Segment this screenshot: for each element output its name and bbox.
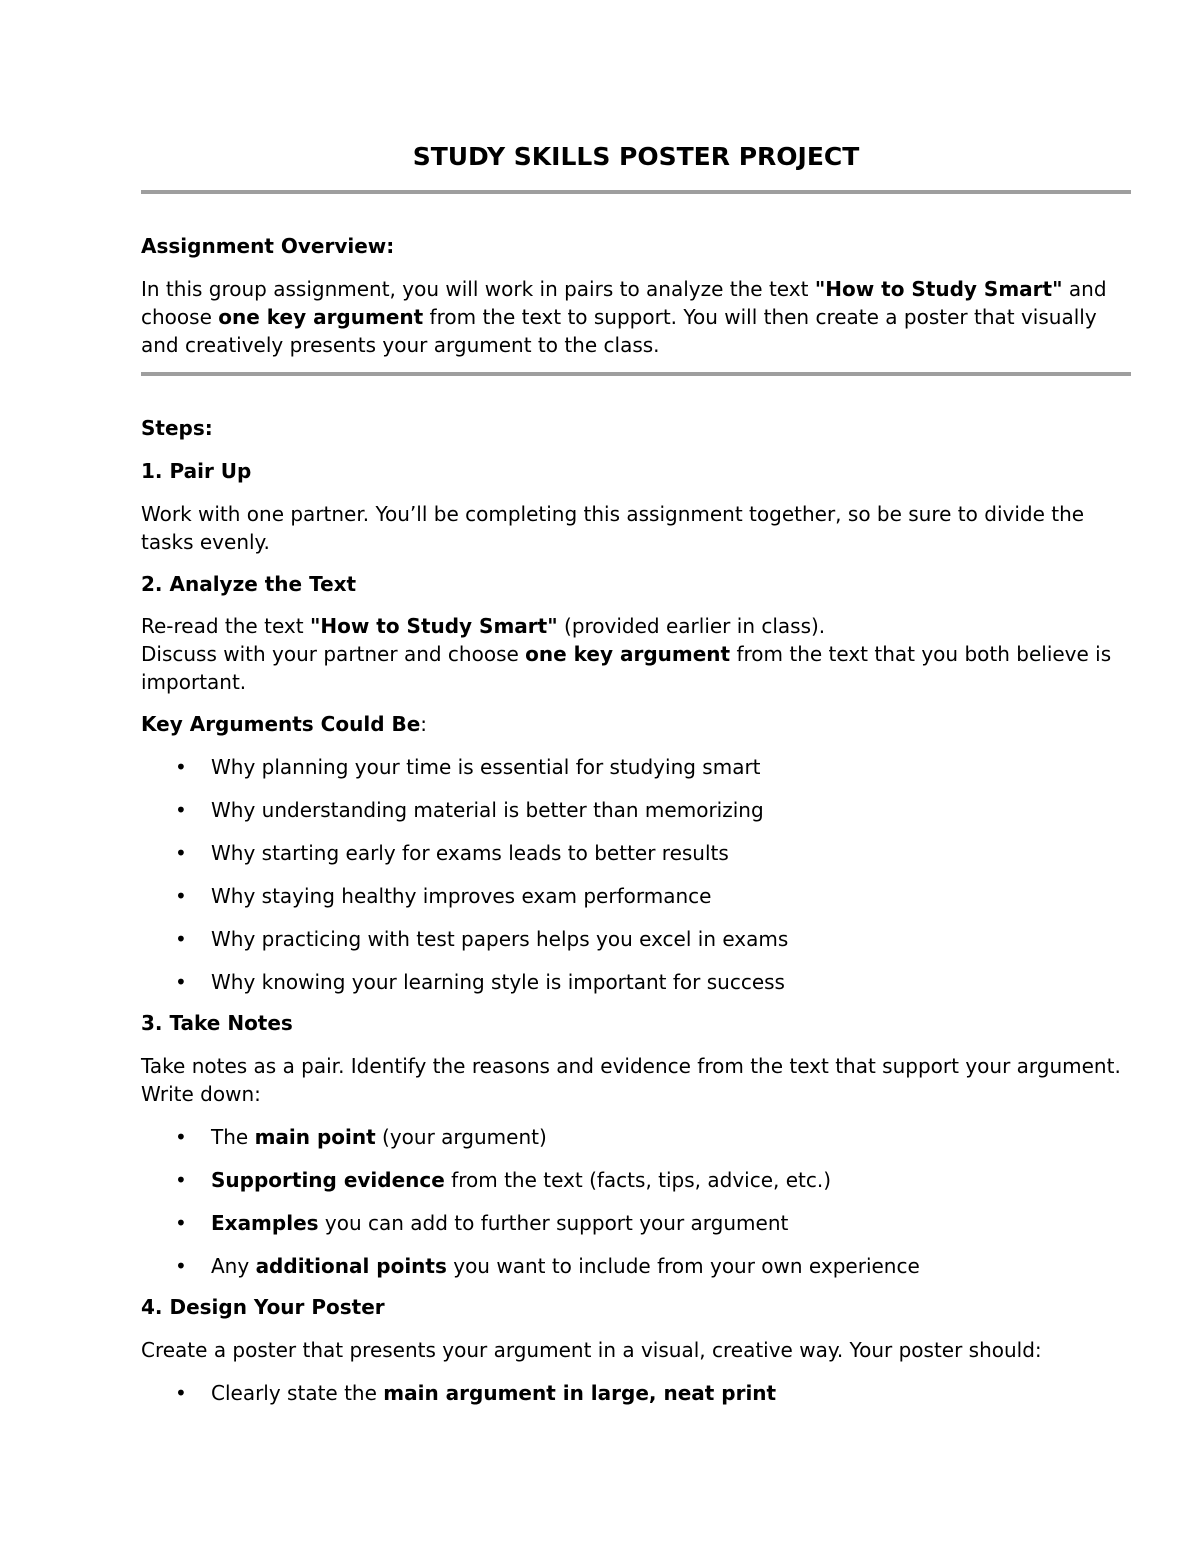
overview-text: and choose: [141, 277, 1107, 329]
list-item-emphasis: main argument in large, neat print: [383, 1381, 777, 1405]
list-item: [141, 925, 1131, 968]
overview-text: from the text to support. You will then create a poster that visually and creatively presents your argument to the class.: [141, 305, 1097, 357]
step2-text: Re-read the text: [141, 614, 310, 638]
bullet-icon: •: [175, 927, 187, 951]
page-title: STUDY SKILLS POSTER PROJECT: [412, 142, 860, 171]
step3-text: Take notes as a pair. Identify the reasons and evidence from the text that support your argument. Write down:: [141, 1054, 1121, 1106]
step3-section: [141, 1009, 1131, 1295]
bullet-icon: •: [175, 1168, 187, 1192]
overview-text: In this group assignment, you will work in pairs to analyze the text: [141, 277, 815, 301]
bullet-icon: •: [175, 1125, 187, 1149]
list-item-emphasis: Examples: [211, 1211, 319, 1235]
step2-text-title: "How to Study Smart": [309, 614, 558, 638]
list-item: [141, 1379, 1131, 1422]
key-arguments-heading: [141, 710, 1131, 738]
bullet-icon: •: [175, 798, 187, 822]
overview-heading: Assignment Overview:: [141, 234, 395, 258]
list-item: [141, 1123, 1131, 1166]
list-item: [141, 753, 1131, 796]
step2-heading: 2. Analyze the Text: [141, 572, 357, 596]
poster-list: [141, 1379, 1131, 1422]
step2-text: (provided earlier in class).: [557, 614, 826, 638]
step1-text: Work with one partner. You’ll be completing this assignment together, so be sure to divide the tasks evenly.: [141, 502, 1085, 554]
steps-section: [141, 414, 1131, 1011]
list-item-text: from the text (facts, tips, advice, etc.): [444, 1168, 832, 1192]
list-item-text: The: [211, 1125, 255, 1149]
bullet-icon: •: [175, 1381, 187, 1405]
step1-heading: 1. Pair Up: [141, 459, 252, 483]
overview-paragraph: [141, 275, 1131, 359]
overview-text-title: "How to Study Smart": [814, 277, 1063, 301]
list-item-text: Why starting early for exams leads to better results: [211, 841, 729, 865]
step4-text: Create a poster that presents your argument in a visual, creative way. Your poster should:: [141, 1338, 1042, 1362]
overview-section: [141, 232, 1131, 359]
list-item-text: Why planning your time is essential for studying smart: [211, 755, 761, 779]
list-item-text: you can add to further support your argument: [318, 1211, 789, 1235]
steps-heading: Steps:: [141, 416, 213, 440]
list-item: [141, 882, 1131, 925]
list-item-text: Clearly state the: [211, 1381, 384, 1405]
list-item: [141, 796, 1131, 839]
step4-section: [141, 1293, 1131, 1422]
list-item-text: Why staying healthy improves exam performance: [211, 884, 712, 908]
list-item-text: Any: [211, 1254, 256, 1278]
step2-line2: [141, 640, 1131, 696]
list-item: [141, 1209, 1131, 1252]
step2-line1: [141, 612, 1131, 640]
list-item-text: (your argument): [375, 1125, 547, 1149]
bullet-icon: •: [175, 1254, 187, 1278]
bullet-icon: •: [175, 755, 187, 779]
step4-heading: 4. Design Your Poster: [141, 1295, 385, 1319]
key-arguments-colon: :: [420, 712, 428, 736]
bullet-icon: •: [175, 841, 187, 865]
key-arguments-list: [141, 753, 1131, 1011]
step2-text: Discuss with your partner and choose: [141, 642, 526, 666]
list-item: [141, 1166, 1131, 1209]
overview-text-emphasis: one key argument: [218, 305, 424, 329]
list-item: [141, 1252, 1131, 1295]
step2-text-emphasis: one key argument: [525, 642, 731, 666]
list-item-emphasis: Supporting evidence: [211, 1168, 445, 1192]
bullet-icon: •: [175, 884, 187, 908]
list-item: [141, 839, 1131, 882]
bullet-icon: •: [175, 970, 187, 994]
key-arguments-label: Key Arguments Could Be: [141, 712, 421, 736]
list-item-emphasis: additional points: [255, 1254, 447, 1278]
list-item-text: Why knowing your learning style is important for success: [211, 970, 785, 994]
list-item-emphasis: main point: [254, 1125, 376, 1149]
step2-text: from the text that you both believe is important.: [141, 642, 1112, 694]
list-item-text: Why understanding material is better than memorizing: [211, 798, 764, 822]
divider: [141, 372, 1131, 376]
list-item-text: Why practicing with test papers helps you excel in exams: [211, 927, 789, 951]
notes-list: [141, 1123, 1131, 1295]
list-item: [141, 968, 1131, 1011]
bullet-icon: •: [175, 1211, 187, 1235]
step3-heading: 3. Take Notes: [141, 1011, 293, 1035]
divider: [141, 190, 1131, 194]
list-item-text: you want to include from your own experience: [446, 1254, 920, 1278]
